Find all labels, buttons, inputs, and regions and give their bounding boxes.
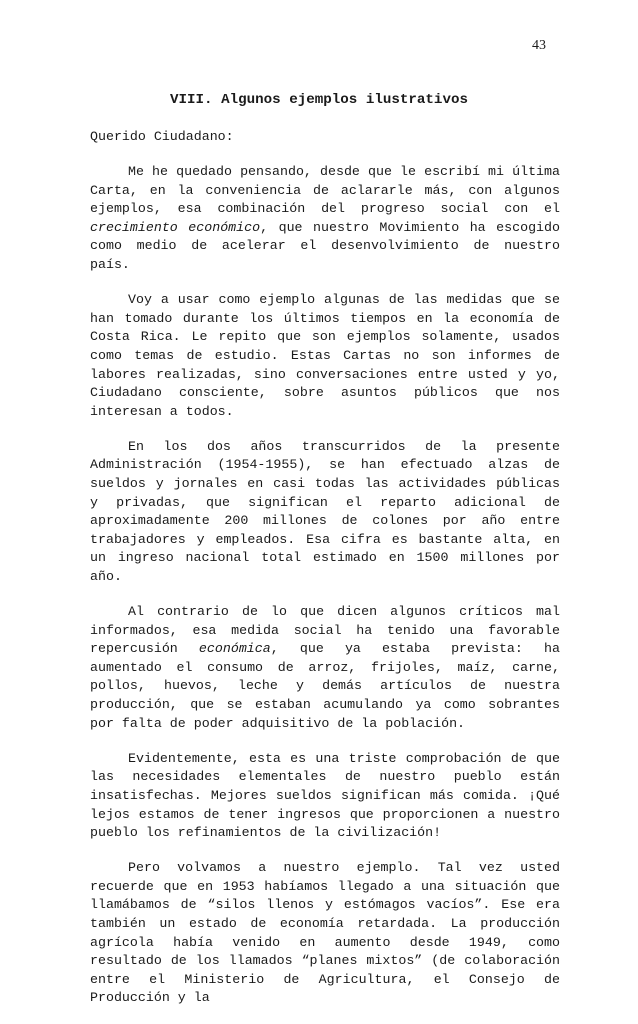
page-number: 43 [532, 38, 546, 53]
paragraph [90, 163, 560, 275]
paragraph-text: Voy a usar como ejemplo algunas de las medidas que se han tomado durante los últimos tiempos en la economía de Costa Rica. Le repito que son ejemplos solamente, usados como temas de estudio. Estas Cartas no son informes de labores realizadas, sino conversaciones entre usted y yo, Ciudadano consciente, sobre asuntos públicos que nos interesan a todos. [90, 292, 560, 419]
paragraph [90, 603, 560, 733]
paragraph-text: Al contrario de lo que dicen algunos críticos mal informados, esa medida social ha tenido una favorable repercusión [90, 604, 560, 657]
chapter-title: VIII. Algunos ejemplos ilustrativos [170, 92, 468, 108]
paragraph-text: Pero volvamos a nuestro ejemplo. Tal vez usted recuerde que en 1953 habíamos llegado a una situación que llamábamos de “silos llenos y estómagos vacíos”. Ese era también un estado de economía retardada. La producción agrícola había venido en aumento desde 1949, como resultado de los llamados “planes mixtos” (de colaboración entre el Ministerio de Agricultura, el Consejo de Producción y la [90, 860, 560, 1006]
paragraph-text: En los dos años transcurridos de la presente Administración (1954-1955), se han efectuado alzas de sueldos y jornales en casi todas las actividades públicas y privadas, que significan el reparto adicional de aproximadamente 200 millones de colones por año entre trabajadores y empleados. Esa cifra es bastante alta, en un ingreso nacional total estimado en 1500 millones por año. [90, 438, 560, 584]
paragraph [90, 438, 560, 587]
letter-body [90, 128, 560, 1024]
paragraph-text: , que ya estaba prevista: ha aumentado el consumo de arroz, frijoles, maíz, carne, pollos, huevos, leche y demás artículos de nuestra producción, que se estaban acumulando ya como sobrantes por falta de poder adquisitivo de la población. [90, 641, 560, 731]
emphasized-text: crecimiento económico [90, 219, 261, 235]
paragraph [90, 859, 560, 1008]
paragraph-list [90, 163, 560, 1008]
paragraph [90, 750, 560, 843]
paragraph-text: Me he quedado pensando, desde que le escribí mi última Carta, en la conveniencia de aclararle más, con algunos ejemplos, esa combinación del progreso social con el [90, 164, 560, 217]
paragraph-text: Evidentemente, esta es una triste comprobación de que las necesidades elementales de nuestro pueblo están insatisfechas. Mejores sueldos significan más comida. ¡Qué lejos estamos de tener ingresos que proporcionen a nuestro pueblo los refinamientos de la civilización! [90, 750, 560, 841]
paragraph [90, 291, 560, 421]
emphasized-text: económica [198, 641, 271, 657]
paragraph-text: , que nuestro Movimiento ha escogido como medio de acelerar el desenvolvimiento de nuestro país. [90, 219, 560, 273]
salutation: Querido Ciudadano: [90, 129, 234, 144]
